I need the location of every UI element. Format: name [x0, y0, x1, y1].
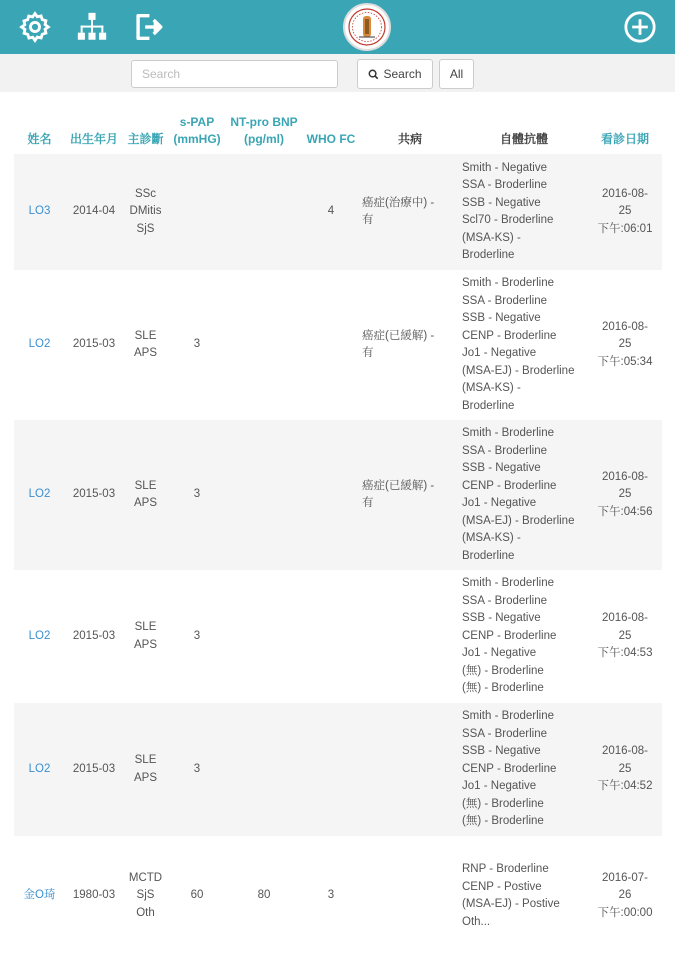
antibody-cell — [460, 570, 588, 703]
birth-cell — [65, 703, 123, 836]
antibody-cell-line: Scl70 - Broderline — [462, 214, 554, 226]
antibody-cell-line: (MSA-EJ) - Postive — [462, 898, 560, 910]
antibody-cell-line: CENP - Postive — [462, 880, 542, 893]
visit-date-cell-line: 26 — [618, 889, 632, 902]
antibody-cell-line: SSB - Negative — [462, 312, 541, 324]
visit-date-cell — [588, 703, 662, 836]
diagnosis-cell-line: Oth — [136, 906, 155, 919]
diagnosis-cell — [123, 836, 168, 956]
birth-cell — [65, 570, 123, 703]
ntpro-cell — [226, 154, 302, 270]
diagnosis-cell-line: DMitis — [129, 205, 162, 218]
patient-name-link-text[interactable]: LO2 — [28, 762, 51, 775]
who-cell — [302, 703, 360, 836]
logo — [343, 3, 391, 51]
antibody-cell-line: CENP - Broderline — [462, 479, 557, 492]
col-header-comorbid: 共病 — [397, 132, 422, 146]
antibody-cell — [460, 420, 588, 570]
who-cell-text: 4 — [327, 205, 335, 218]
comorbid-cell-line: 有 — [362, 214, 374, 226]
patient-name-link[interactable] — [14, 154, 65, 270]
visit-date-cell-line: 2016-08- — [601, 187, 649, 200]
spap-cell-text: 3 — [193, 762, 201, 775]
spap-cell — [168, 154, 226, 270]
ntpro-cell-text: 80 — [257, 889, 271, 902]
antibody-cell-line: SSA - Broderline — [462, 179, 548, 191]
patient-name-link-text[interactable]: LO3 — [28, 205, 51, 218]
visit-date-cell-line: 2016-08- — [601, 470, 649, 483]
antibody-cell-line: SSB - Negative — [462, 462, 541, 474]
antibody-cell-line: Jo1 - Negative — [462, 347, 537, 359]
visit-date-cell — [588, 570, 662, 703]
table-header-row — [14, 92, 662, 154]
comorbid-cell-line: 癌症(已緩解) - — [362, 479, 435, 492]
visit-date-cell-line: 2016-08- — [601, 612, 649, 625]
visit-date-cell-line: 下午:04:52 — [597, 780, 653, 793]
antibody-cell-line: CENP - Broderline — [462, 629, 557, 642]
patient-table — [14, 92, 662, 956]
antibody-cell — [460, 703, 588, 836]
top-bar — [0, 0, 675, 54]
patient-name-link-text[interactable]: LO2 — [28, 629, 51, 642]
visit-date-cell-line: 下午:00:00 — [597, 906, 653, 919]
visit-date-cell-line: 25 — [618, 338, 632, 351]
antibody-cell-line: (MSA-KS) - — [462, 231, 521, 244]
antibody-cell-line: Broderline — [462, 549, 515, 562]
visit-date-cell — [588, 420, 662, 570]
search-input[interactable] — [131, 60, 338, 88]
visit-date-cell-line: 2016-08- — [601, 320, 649, 333]
antibody-cell-line: (無) - Broderline — [462, 664, 544, 677]
visit-date-cell-line: 下午:05:34 — [597, 355, 653, 368]
antibody-cell-line: Smith - Broderline — [462, 427, 555, 439]
antibody-cell-line: Smith - Negative — [462, 161, 548, 174]
antibody-cell-line: SSA - Broderline — [462, 594, 548, 607]
who-cell-text: 3 — [327, 889, 335, 902]
diagnosis-cell-line: SLE — [134, 621, 157, 633]
ntpro-cell — [226, 420, 302, 570]
antibody-cell-line: SSB - Negative — [462, 612, 541, 625]
antibody-cell-line: SSA - Broderline — [462, 727, 548, 740]
birth-cell-text: 1980-03 — [72, 889, 116, 902]
table-row[interactable] — [14, 703, 662, 836]
antibody-cell-line: SSA - Broderline — [462, 294, 548, 307]
ntpro-cell — [226, 270, 302, 420]
antibody-cell — [460, 154, 588, 270]
comorbid-cell — [360, 270, 460, 420]
diagnosis-cell-line: APS — [133, 347, 157, 359]
antibody-cell-line: (無) - Broderline — [462, 682, 544, 695]
diagnosis-cell-line: SjS — [136, 222, 155, 235]
visit-date-cell-line: 2016-08- — [601, 745, 649, 758]
comorbid-cell-line: 癌症(已緩解) - — [362, 329, 435, 342]
col-header-antibody: 自體抗體 — [499, 132, 548, 146]
table-body — [14, 154, 662, 956]
patient-name-link[interactable] — [14, 703, 65, 836]
col-header-ntpro[interactable]: NT-pro BNP (pg/ml) — [230, 115, 298, 146]
antibody-cell-line: Smith - Broderline — [462, 277, 555, 289]
patient-name-link[interactable] — [14, 420, 65, 570]
ntpro-cell — [226, 570, 302, 703]
patient-name-link-text[interactable]: LO2 — [28, 338, 51, 351]
who-cell — [302, 836, 360, 956]
comorbid-cell — [360, 836, 460, 956]
patient-name-link-text[interactable]: LO2 — [28, 488, 51, 501]
diagnosis-cell-line: SLE — [134, 754, 157, 766]
antibody-cell-line: Broderline — [462, 399, 515, 412]
antibody-cell-line: (MSA-EJ) - Broderline — [462, 364, 575, 377]
diagnosis-cell-line: SLE — [134, 479, 157, 492]
antibody-cell-line: (無) - Broderline — [462, 815, 544, 828]
col-header-name[interactable]: 姓名 — [27, 132, 52, 146]
patient-name-link[interactable] — [14, 836, 65, 956]
all-button-label: All — [449, 67, 464, 81]
birth-cell-text: 2015-03 — [72, 762, 116, 775]
diagnosis-cell-line: SLE — [134, 329, 157, 342]
col-header-birth[interactable]: 出生年月 — [69, 132, 118, 146]
who-cell — [302, 154, 360, 270]
antibody-cell-line: Jo1 - Negative — [462, 647, 537, 660]
table-row[interactable] — [14, 570, 662, 703]
antibody-cell-line: CENP - Broderline — [462, 762, 557, 775]
visit-date-cell-line: 25 — [618, 762, 632, 775]
who-cell — [302, 570, 360, 703]
who-cell — [302, 420, 360, 570]
sitemap-icon[interactable] — [74, 9, 110, 45]
birth-cell — [65, 836, 123, 956]
antibody-cell-line: RNP - Broderline — [462, 863, 549, 875]
diagnosis-cell — [123, 270, 168, 420]
birth-cell-text: 2015-03 — [72, 488, 116, 501]
who-cell — [302, 270, 360, 420]
spap-cell-text: 3 — [193, 338, 201, 351]
spap-cell-text: 3 — [193, 629, 201, 642]
antibody-cell-line: Broderline — [462, 249, 515, 261]
visit-date-cell-line: 25 — [618, 205, 632, 218]
spap-cell — [168, 420, 226, 570]
logout-icon[interactable] — [130, 9, 166, 45]
visit-date-cell-line: 25 — [618, 488, 632, 501]
birth-cell-text: 2015-03 — [72, 338, 116, 351]
spap-cell — [168, 570, 226, 703]
table-row[interactable] — [14, 836, 662, 956]
antibody-cell-line: Jo1 - Negative — [462, 780, 537, 793]
table-row[interactable] — [14, 420, 662, 570]
visit-date-cell-line: 25 — [618, 629, 632, 642]
diagnosis-cell-line: SSc — [134, 187, 157, 200]
antibody-cell-line: CENP - Broderline — [462, 329, 557, 342]
search-button-label: Search — [383, 67, 422, 81]
antibody-cell-line: SSB - Negative — [462, 196, 541, 209]
visit-date-cell-line: 下午:04:56 — [597, 505, 653, 518]
spap-cell-text: 3 — [193, 488, 201, 501]
diagnosis-cell-line: MCTD — [128, 871, 163, 884]
antibody-cell-line: (無) - Broderline — [462, 797, 544, 810]
antibody-cell-line: Jo1 - Negative — [462, 497, 537, 509]
patient-name-link[interactable] — [14, 570, 65, 703]
birth-cell-text: 2015-03 — [72, 629, 116, 642]
birth-cell-text: 2014-04 — [72, 205, 116, 218]
birth-cell — [65, 270, 123, 420]
diagnosis-cell — [123, 154, 168, 270]
antibody-cell-line: Smith - Broderline — [462, 710, 555, 723]
visit-date-cell — [588, 270, 662, 420]
birth-cell — [65, 154, 123, 270]
antibody-cell — [460, 270, 588, 420]
diagnosis-cell — [123, 420, 168, 570]
visit-date-cell-line: 下午:06:01 — [597, 222, 653, 235]
birth-cell — [65, 420, 123, 570]
visit-date-cell — [588, 154, 662, 270]
ntpro-cell — [226, 703, 302, 836]
search-bar — [0, 54, 675, 92]
antibody-cell-line: SSA - Broderline — [462, 444, 548, 457]
diagnosis-cell — [123, 570, 168, 703]
table-row[interactable] — [14, 270, 662, 420]
comorbid-cell — [360, 570, 460, 703]
add-icon[interactable] — [622, 9, 658, 45]
comorbid-cell-line: 有 — [362, 497, 374, 509]
diagnosis-cell-line: APS — [133, 771, 157, 784]
comorbid-cell-line: 癌症(治療中) - — [362, 196, 435, 209]
col-header-who[interactable]: WHO FC — [306, 132, 356, 146]
antibody-cell-line: Oth... — [462, 915, 491, 928]
diagnosis-cell — [123, 703, 168, 836]
diagnosis-cell-line: APS — [133, 638, 157, 651]
visit-date-cell-line: 下午:04:53 — [597, 647, 653, 660]
col-header-visit[interactable]: 看診日期 — [600, 132, 649, 146]
search-icon — [368, 69, 379, 80]
all-button[interactable] — [439, 59, 474, 89]
diagnosis-cell-line: SjS — [136, 889, 155, 902]
antibody-cell-line: (MSA-EJ) - Broderline — [462, 514, 575, 527]
antibody-cell-line: (MSA-KS) - — [462, 382, 521, 394]
table-row[interactable] — [14, 154, 662, 270]
diagnosis-cell-line: APS — [133, 497, 157, 509]
gear-icon[interactable] — [17, 9, 53, 45]
spap-cell — [168, 836, 226, 956]
search-button[interactable] — [357, 59, 433, 89]
visit-date-cell-line: 2016-07- — [601, 871, 649, 884]
col-header-spap[interactable]: s-PAP (mmHG) — [173, 115, 221, 146]
antibody-cell-line: SSB - Negative — [462, 745, 541, 758]
antibody-cell-line: (MSA-KS) - — [462, 532, 521, 544]
comorbid-cell — [360, 154, 460, 270]
comorbid-cell — [360, 420, 460, 570]
patient-name-link[interactable] — [14, 270, 65, 420]
antibody-cell — [460, 836, 588, 956]
spap-cell — [168, 703, 226, 836]
spap-cell — [168, 270, 226, 420]
visit-date-cell — [588, 836, 662, 956]
comorbid-cell-line: 有 — [362, 347, 374, 359]
ntpro-cell — [226, 836, 302, 956]
comorbid-cell — [360, 703, 460, 836]
spap-cell-text: 60 — [190, 889, 204, 902]
col-header-diagnosis[interactable]: 主診斷 — [127, 132, 164, 146]
patient-name-link-text[interactable]: 金O琦 — [23, 889, 56, 902]
antibody-cell-line: Smith - Broderline — [462, 577, 555, 590]
